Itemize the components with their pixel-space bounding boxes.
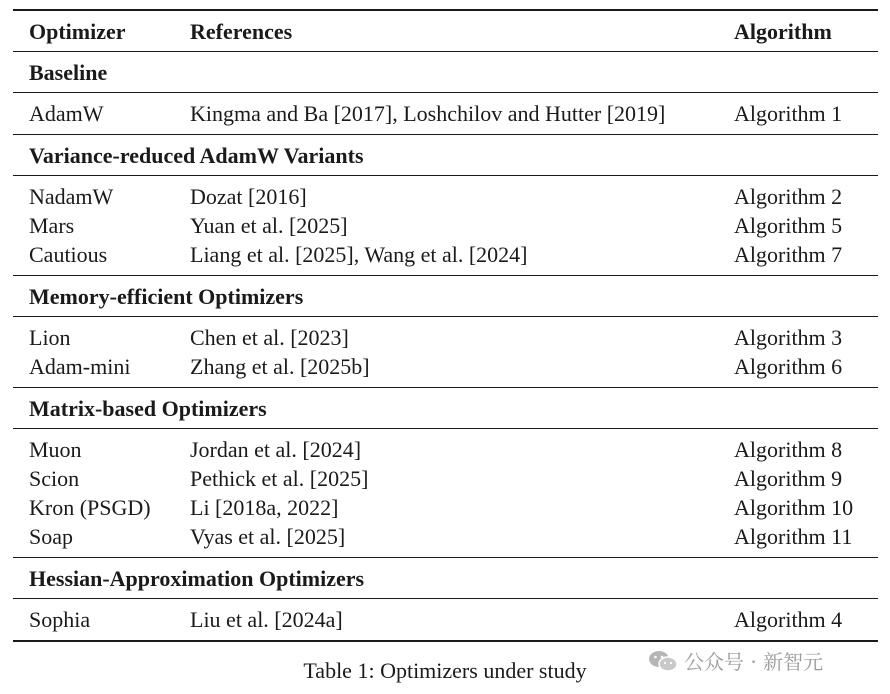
section-title: Baseline bbox=[29, 60, 108, 85]
cell-optimizer: Kron (PSGD) bbox=[29, 495, 151, 520]
cell-algorithm: Algorithm 11 bbox=[734, 524, 853, 549]
cell-optimizer: Mars bbox=[29, 213, 75, 238]
cell-references: Vyas et al. [2025] bbox=[190, 524, 346, 549]
table-row bbox=[13, 495, 878, 524]
cell-optimizer: Cautious bbox=[29, 242, 108, 267]
table-caption: Table 1: Optimizers under study bbox=[303, 658, 587, 683]
section-heading-row bbox=[13, 558, 878, 598]
header-algorithm: Algorithm bbox=[734, 19, 832, 44]
table-row bbox=[13, 607, 878, 636]
cell-references: Liang et al. [2025], Wang et al. [2024] bbox=[190, 242, 528, 267]
section-title: Variance-reduced AdamW Variants bbox=[29, 143, 364, 168]
cell-references: Dozat [2016] bbox=[190, 184, 307, 209]
bottom-rule bbox=[13, 640, 878, 642]
watermark bbox=[648, 646, 823, 675]
table-row bbox=[13, 354, 878, 383]
cell-references: Zhang et al. [2025b] bbox=[190, 354, 370, 379]
cell-optimizer: NadamW bbox=[29, 184, 114, 209]
cell-references: Kingma and Ba [2017], Loshchilov and Hutter [2019] bbox=[190, 101, 666, 126]
section-rows bbox=[13, 176, 878, 275]
cell-optimizer: AdamW bbox=[29, 101, 104, 126]
cell-references: Li [2018a, 2022] bbox=[190, 495, 339, 520]
cell-algorithm: Algorithm 9 bbox=[734, 466, 843, 491]
header-references: References bbox=[190, 19, 293, 44]
cell-algorithm: Algorithm 2 bbox=[734, 184, 843, 209]
cell-algorithm: Algorithm 1 bbox=[734, 101, 843, 126]
section-rows bbox=[13, 93, 878, 134]
cell-optimizer: Scion bbox=[29, 466, 80, 491]
cell-references: Jordan et al. [2024] bbox=[190, 437, 362, 462]
table-header-row bbox=[13, 11, 878, 51]
section-heading-row bbox=[13, 135, 878, 175]
cell-algorithm: Algorithm 10 bbox=[734, 495, 854, 520]
table-row bbox=[13, 101, 878, 130]
cell-algorithm: Algorithm 6 bbox=[734, 354, 843, 379]
cell-references: Pethick et al. [2025] bbox=[190, 466, 369, 491]
header-optimizer: Optimizer bbox=[29, 19, 126, 44]
cell-references: Chen et al. [2023] bbox=[190, 325, 349, 350]
table-body bbox=[13, 51, 878, 640]
section-heading-row bbox=[13, 276, 878, 316]
table-row bbox=[13, 437, 878, 466]
table-row bbox=[13, 325, 878, 354]
cell-optimizer: Lion bbox=[29, 325, 71, 350]
cell-algorithm: Algorithm 8 bbox=[734, 437, 843, 462]
table-row bbox=[13, 213, 878, 242]
cell-references: Yuan et al. [2025] bbox=[190, 213, 348, 238]
table-row bbox=[13, 466, 878, 495]
cell-optimizer: Sophia bbox=[29, 607, 91, 632]
cell-algorithm: Algorithm 4 bbox=[734, 607, 843, 632]
table-row bbox=[13, 524, 878, 553]
wechat-icon bbox=[648, 649, 678, 673]
section-title: Hessian-Approximation Optimizers bbox=[29, 566, 365, 591]
optimizers-table bbox=[13, 9, 878, 642]
watermark-text: 公众号 · 新智元 bbox=[684, 650, 824, 674]
table-row bbox=[13, 242, 878, 271]
section-title: Matrix-based Optimizers bbox=[29, 396, 267, 421]
section-title: Memory-efficient Optimizers bbox=[29, 284, 304, 309]
section-rows bbox=[13, 317, 878, 387]
section-heading-row bbox=[13, 52, 878, 92]
section-rows bbox=[13, 599, 878, 640]
section-heading-row bbox=[13, 388, 878, 428]
cell-algorithm: Algorithm 5 bbox=[734, 213, 843, 238]
cell-algorithm: Algorithm 3 bbox=[734, 325, 843, 350]
cell-references: Liu et al. [2024a] bbox=[190, 607, 343, 632]
cell-algorithm: Algorithm 7 bbox=[734, 242, 843, 267]
cell-optimizer: Soap bbox=[29, 524, 73, 549]
cell-optimizer: Adam-mini bbox=[29, 354, 131, 379]
table-row bbox=[13, 184, 878, 213]
cell-optimizer: Muon bbox=[29, 437, 82, 462]
section-rows bbox=[13, 429, 878, 557]
